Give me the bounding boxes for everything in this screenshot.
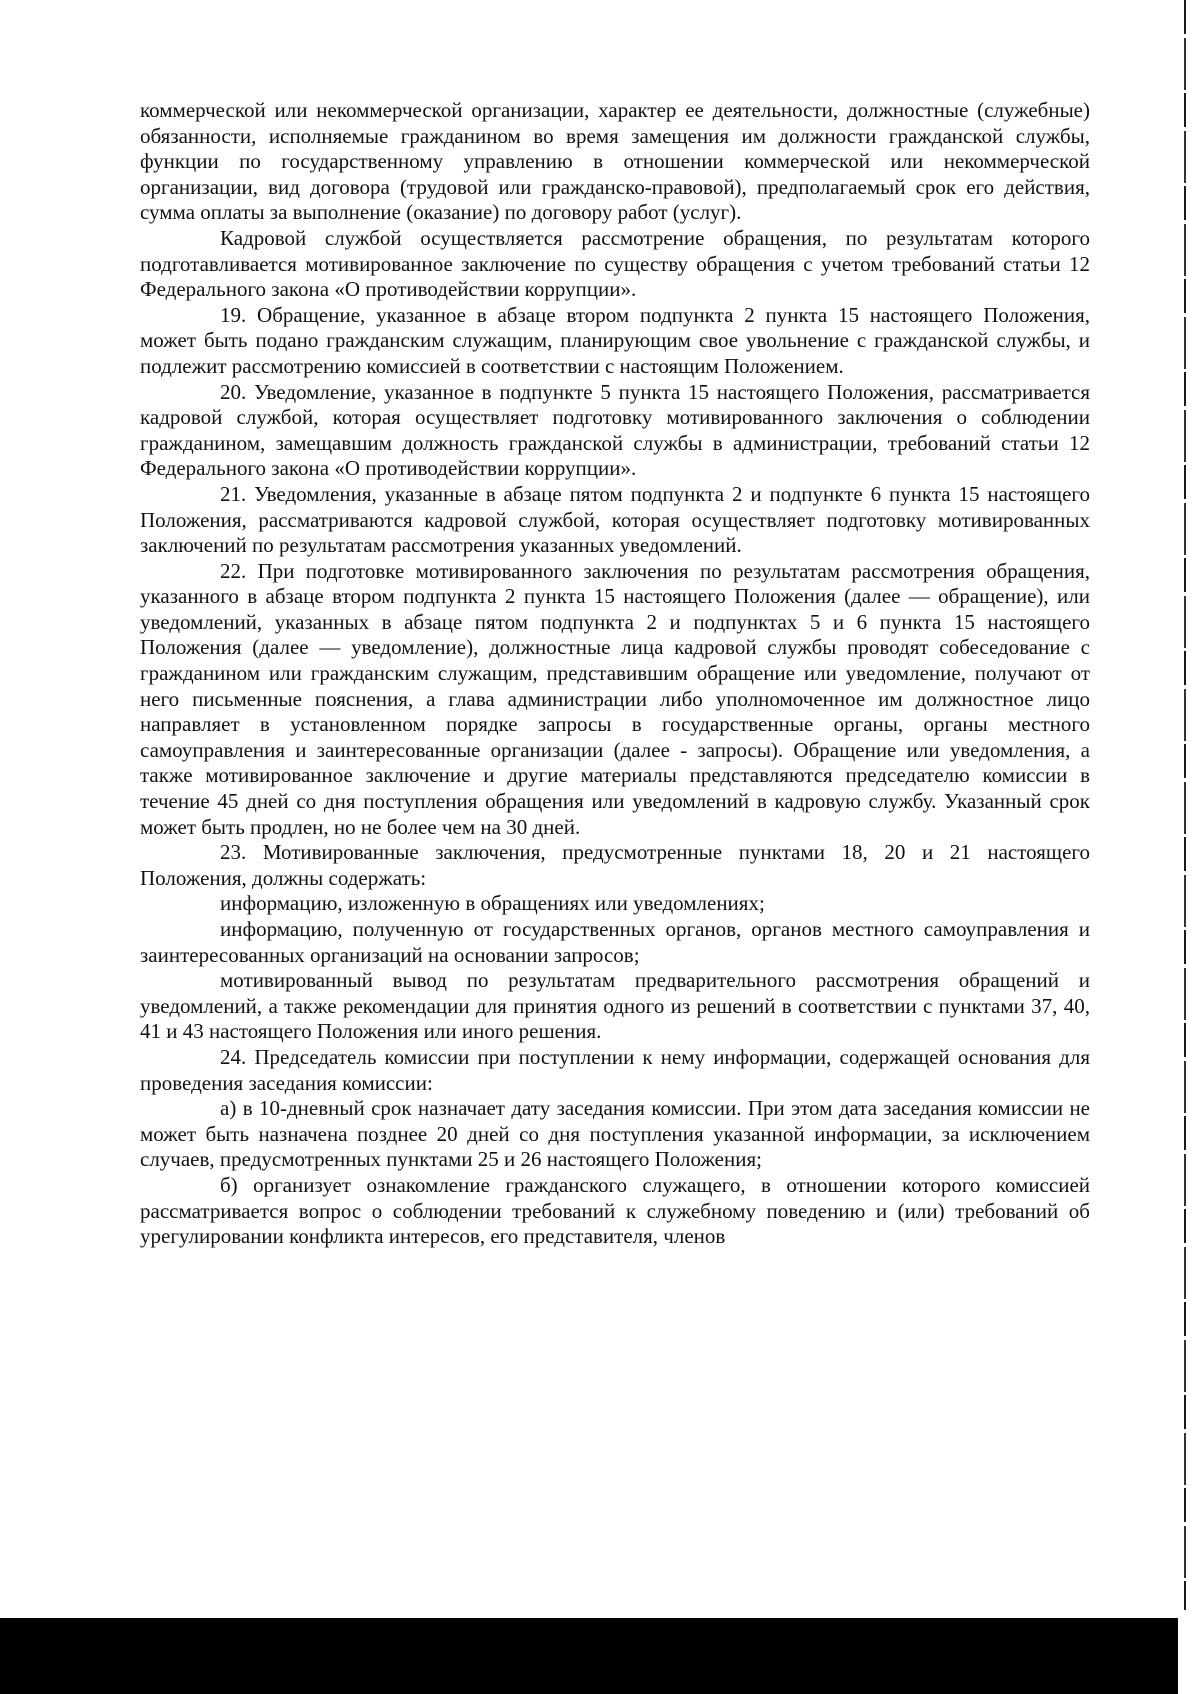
paragraph-20: 20. Уведомление, указанное в подпункте 5 пункта 15 настоящего Положения, рассматривается кадровой службой, которая осуществляет подготовку мотивированного заключения о соблюдении гражданином, замещавшим должность гражданской службы в администрации, требований статьи 12 Федерального закона «О противодействии коррупции». (140, 379, 1090, 481)
scan-edge-line (1184, 0, 1186, 1610)
paragraph-23-item-3: мотивированный вывод по результатам предварительного рассмотрения обращений и уведомлений, а также рекомендации для принятия одного из решений в соответствии с пунктами 37, 40, 41 и 43 настоящего Положения или иного решения. (140, 968, 1090, 1044)
paragraph-23-item-2: информацию, полученную от государственных органов, органов местного самоуправления и заинтересованных организаций на основании запросов; (140, 917, 1090, 967)
paragraph-continuation: коммерческой или некоммерческой организации, характер ее деятельности, должностные (служебные) обязанности, исполняемые гражданином во время замещения им должности гражданской службы, функции по государственному управлению в отношении коммерческой или некоммерческой организации, вид договора (трудовой или гражданско-правовой), предполагаемый срок его действия, сумма оплаты за выполнение (оказание) по договору работ (услуг). (140, 98, 1090, 225)
paragraph-23: 23. Мотивированные заключения, предусмотренные пунктами 18, 20 и 21 настоящего Положения, должны содержать: (140, 840, 1090, 890)
scan-bottom-border (0, 1618, 1178, 1694)
paragraph-22: 22. При подготовке мотивированного заключения по результатам рассмотрения обращения, указанного в абзаце втором подпункта 2 пункта 15 настоящего Положения (далее — обращение), или уведомлений, указанных в абзаце пятом подпункта 2 и подпунктах 5 и 6 пункта 15 настоящего Положения (далее — уведомление), должностные лица кадровой службы проводят собеседование с гражданином или гражданским служащим, представившим обращение или уведомление, получают от него письменные пояснения, а глава администрации либо уполномоченное им должностное лицо направляет в установленном порядке запросы в государственные органы, органы местного самоуправления и заинтересованные организации (далее - запросы). Обращение или уведомления, а также мотивированное заключение и другие материалы представляются председателю комиссии в течение 45 дней со дня поступления обращения или уведомлений в кадровую службу. Указанный срок может быть продлен, но не более чем на 30 дней. (140, 558, 1090, 839)
paragraph-24: 24. Председатель комиссии при поступлении к нему информации, содержащей основания для проведения заседания комиссии: (140, 1044, 1090, 1095)
paragraph-24-item-a: а) в 10-дневный срок назначает дату заседания комиссии. При этом дата заседания комиссии не может быть назначена позднее 20 дней со дня поступления указанной информации, за исключением случаев, предусмотренных пунктами 25 и 26 настоящего Положения; (140, 1096, 1090, 1172)
paragraph-hr-review: Кадровой службой осуществляется рассмотрение обращения, по результатам которого подготавливается мотивированное заключение по существу обращения с учетом требований статьи 12 Федерального закона «О противодействии коррупции». (140, 225, 1090, 302)
document-body (140, 98, 1090, 1250)
paragraph-19: 19. Обращение, указанное в абзаце втором подпункта 2 пункта 15 настоящего Положения, может быть подано гражданским служащим, планирующим свое увольнение с гражданской службы, и подлежит рассмотрению комиссией в соответствии с настоящим Положением. (140, 302, 1090, 378)
paragraph-21: 21. Уведомления, указанные в абзаце пятом подпункта 2 и подпункте 6 пункта 15 настоящего Положения, рассматриваются кадровой службой, которая осуществляет подготовку мотивированных заключений по результатам рассмотрения указанных уведомлений. (140, 481, 1090, 558)
paragraph-23-item-1: информацию, изложенную в обращениях или уведомлениях; (220, 891, 765, 916)
paragraph-24-item-b: б) организует ознакомление гражданского служащего, в отношении которого комиссией рассматривается вопрос о соблюдении требований к служебному поведению и (или) требований об урегулировании конфликта интересов, его представителя, членов (140, 1172, 1090, 1249)
